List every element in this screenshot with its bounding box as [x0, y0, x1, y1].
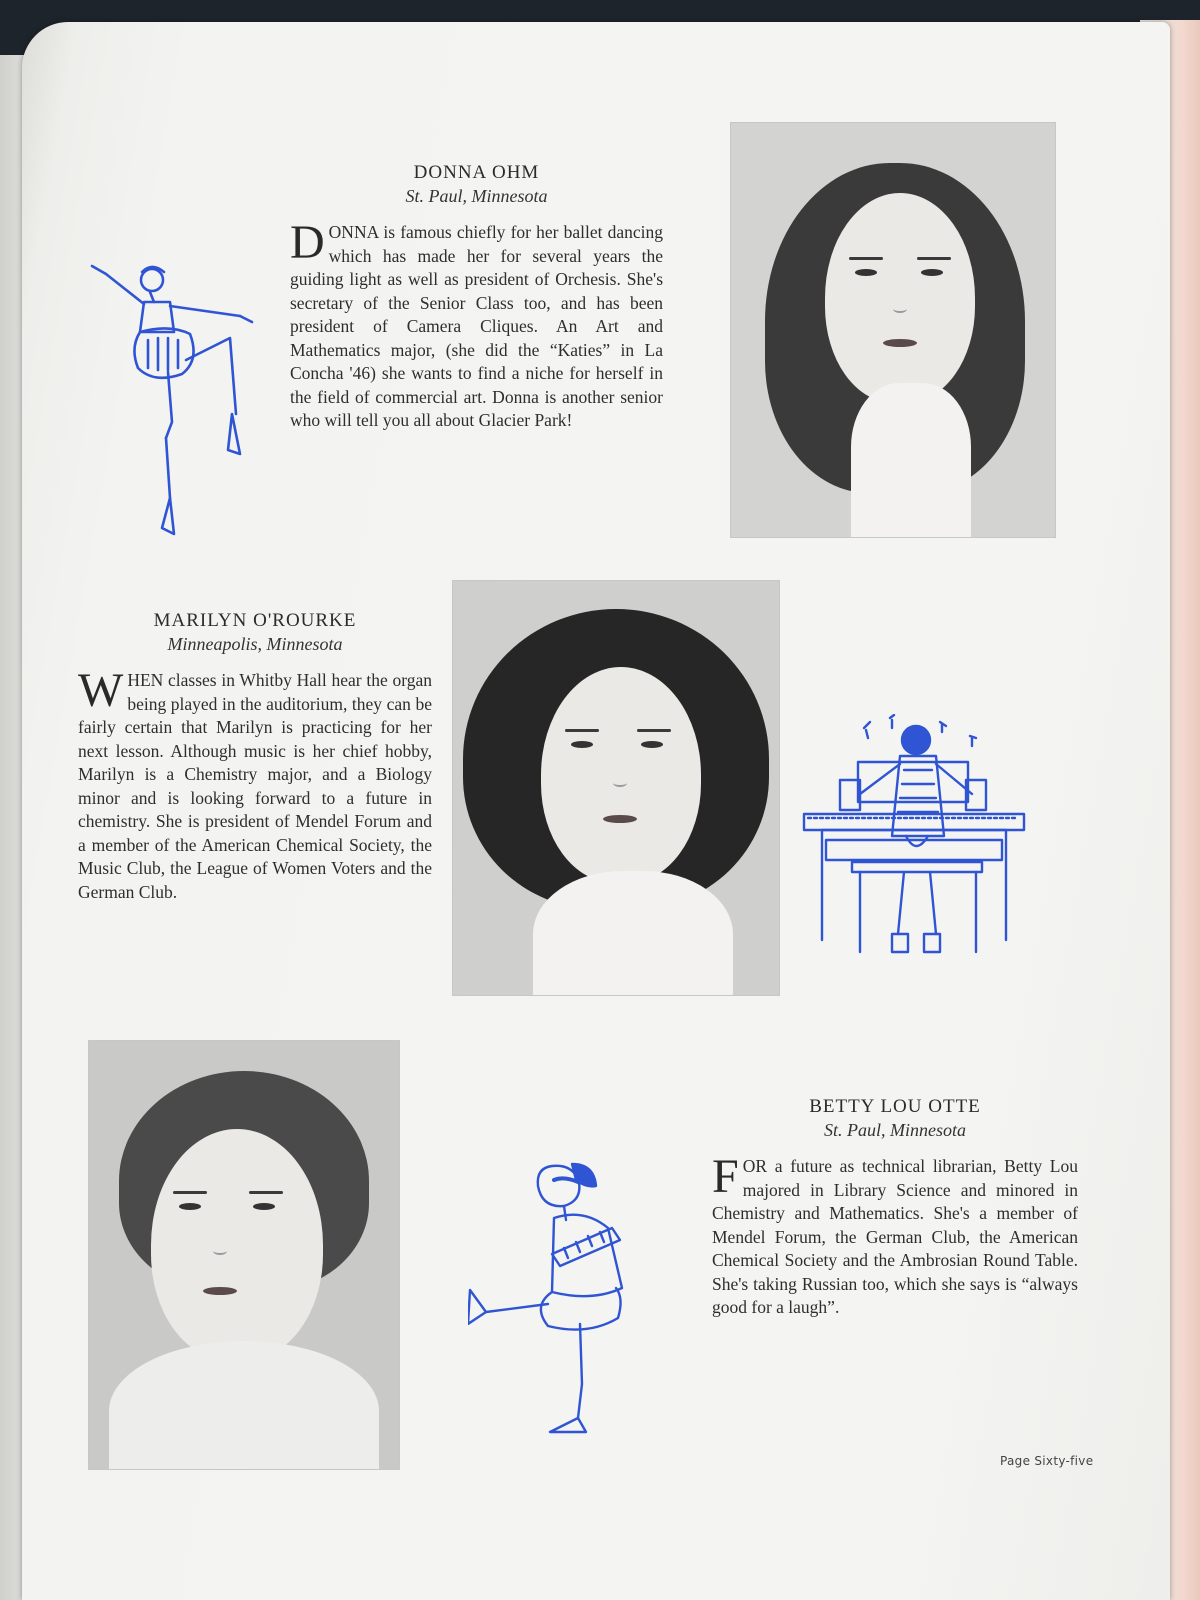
portrait-photo-marilyn-orourke: [452, 580, 780, 996]
student-hometown: St. Paul, Minnesota: [405, 186, 548, 206]
bio-text: OR a future as technical librarian, Betty Lou majored in Library Science and minored in Chemistry and Mathematics. She's a member of Mendel Forum, the German Club, the American Chemical Society and the Ambrosian Round Table. She's taking Russian too, which she says is “always good for a laugh”.: [712, 1156, 1078, 1317]
ballet-dancer-icon: [82, 258, 267, 558]
organist-icon: [800, 714, 1032, 984]
portrait-photo-betty-lou-otte: [88, 1040, 400, 1470]
student-hometown: St. Paul, Minnesota: [824, 1120, 966, 1140]
entry-marilyn-orourke: [78, 610, 432, 904]
entry-betty-lou-otte: [712, 1096, 1078, 1320]
student-name: DONNA OHM: [413, 162, 540, 183]
student-bio: [712, 1150, 1078, 1320]
page-number: Page Sixty-five: [1000, 1454, 1094, 1468]
kicking-student-icon: [468, 1156, 664, 1442]
bio-text: ONNA is famous chiefly for her ballet dancing which has made her for several years the guiding light as well as president of Orchesis. She's secretary of the Senior Class too, and has been president of Camera Cliques. An Art and Mathematics major, (she did the “Katies” in La Concha '46) she wants to find a niche for herself in the field of commercial art. Donna is another senior who will tell you all about Glacier Park!: [290, 222, 663, 430]
portrait-photo-donna-ohm: [730, 122, 1056, 538]
student-bio: [78, 664, 432, 904]
bio-text: HEN classes in Whitby Hall hear the organ being played in the auditorium, they can be fairly certain that Marilyn is practicing for her next lesson. Although music is her chief hobby, Marilyn is a Chemistry major, and a Biology minor and is looking forward to a future in chemistry. She is president of Mendel Forum and a member of the American Chemical Society, the Music Club, the League of Women Voters and the German Club.: [78, 670, 432, 902]
drop-cap: D: [290, 216, 325, 269]
student-hometown: Minneapolis, Minnesota: [167, 634, 343, 654]
entry-donna-ohm: [290, 162, 663, 433]
student-name: BETTY LOU OTTE: [809, 1096, 981, 1117]
drop-cap: W: [78, 664, 124, 717]
student-name: MARILYN O'ROURKE: [153, 610, 357, 631]
student-bio: [290, 216, 663, 433]
drop-cap: F: [712, 1150, 739, 1203]
